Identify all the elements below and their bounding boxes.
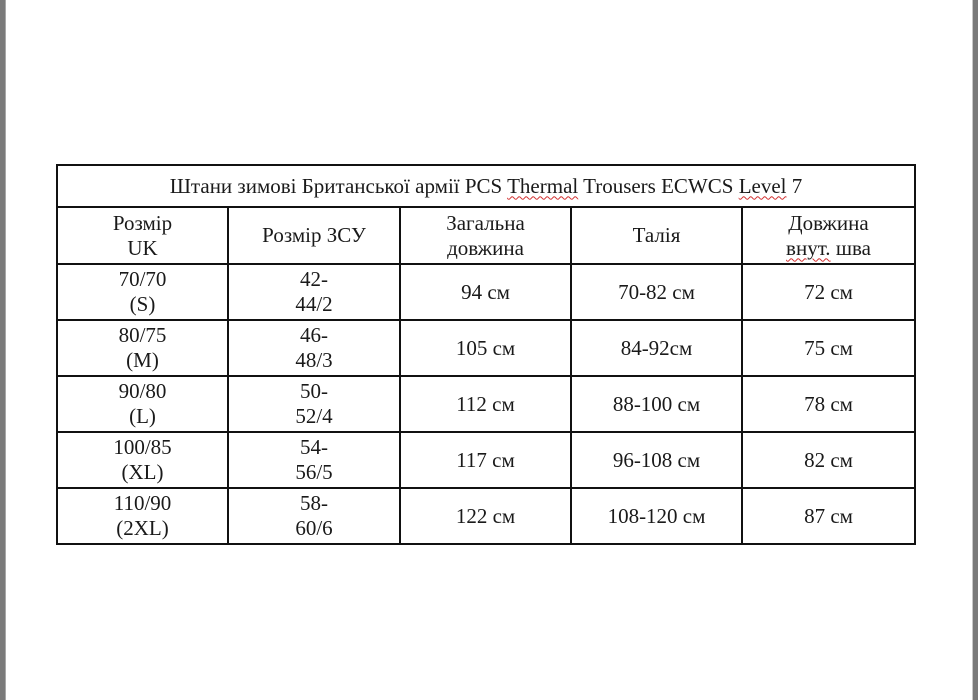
cell-size-zsu: 46- 48/3: [228, 320, 400, 376]
cell-size-uk: 100/85 (XL): [57, 432, 228, 488]
cell-waist: 108-120 см: [571, 488, 742, 544]
header-size-uk: Розмір UK: [57, 207, 228, 264]
cell-inseam: 82 см: [742, 432, 915, 488]
header-total-length: Загальна довжина: [400, 207, 571, 264]
table-row: [57, 488, 915, 544]
cell-waist: 70-82 см: [571, 264, 742, 320]
table-row: [57, 432, 915, 488]
title-part: Штани зимові Британської армії PCS: [169, 173, 508, 198]
cell-size-zsu: 54- 56/5: [228, 432, 400, 488]
cell-total-length: 94 см: [400, 264, 571, 320]
cell-inseam: 75 см: [742, 320, 915, 376]
cell-size-uk: 80/75 (M): [57, 320, 228, 376]
cell-total-length: 117 см: [400, 432, 571, 488]
cell-total-length: 112 см: [400, 376, 571, 432]
header-inseam: Довжина внут. шва: [742, 207, 915, 264]
cell-size-uk: 70/70 (S): [57, 264, 228, 320]
cell-total-length: 105 см: [400, 320, 571, 376]
title-part: 7: [786, 173, 803, 198]
cell-waist: 84-92см: [571, 320, 742, 376]
cell-size-zsu: 58- 60/6: [228, 488, 400, 544]
title-row: [57, 165, 915, 207]
cell-inseam: 78 см: [742, 376, 915, 432]
inseam-abbrev-spellcheck: внут.: [786, 235, 831, 260]
cell-total-length: 122 см: [400, 488, 571, 544]
table-row: [57, 264, 915, 320]
cell-size-uk: 90/80 (L): [57, 376, 228, 432]
cell-waist: 96-108 см: [571, 432, 742, 488]
cell-inseam: 87 см: [742, 488, 915, 544]
header-size-zsu: Розмір ЗСУ: [228, 207, 400, 264]
table-row: [57, 376, 915, 432]
cell-waist: 88-100 см: [571, 376, 742, 432]
table-title: [57, 165, 915, 207]
cell-inseam: 72 см: [742, 264, 915, 320]
header-row: [57, 207, 915, 264]
size-chart-table: [56, 164, 916, 545]
title-part: Trousers ECWCS: [578, 173, 739, 198]
title-part-spellcheck: Level: [738, 173, 787, 198]
cell-size-uk: 110/90 (2XL): [57, 488, 228, 544]
table-row: [57, 320, 915, 376]
title-part-spellcheck: Thermal: [507, 173, 579, 198]
window-frame-right: [972, 0, 978, 700]
cell-size-zsu: 50- 52/4: [228, 376, 400, 432]
header-waist: Талія: [571, 207, 742, 264]
cell-size-zsu: 42- 44/2: [228, 264, 400, 320]
